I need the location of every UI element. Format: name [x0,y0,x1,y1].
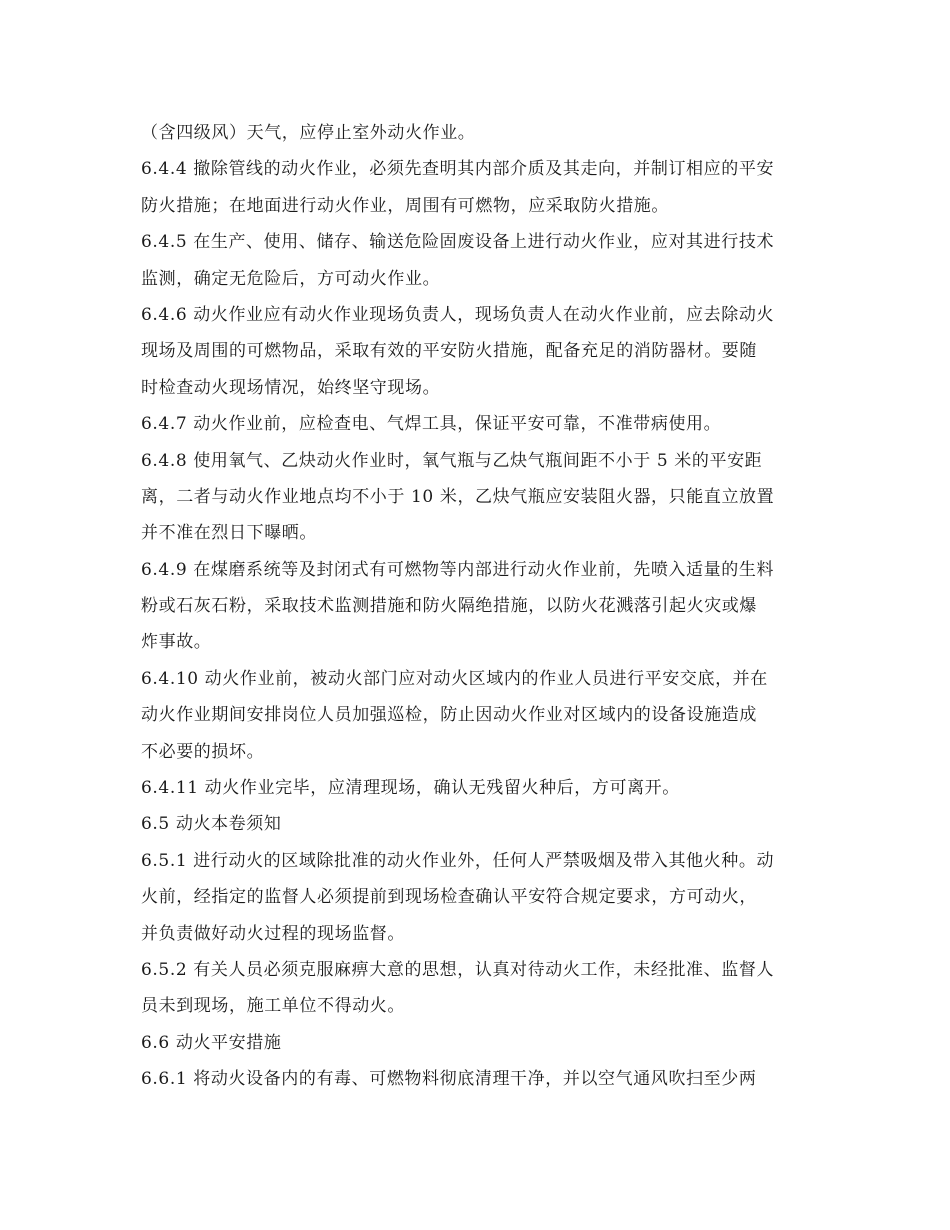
text-line: 离，二者与动火作业地点均不小于 10 米，乙炔气瓶应安装阻火器，只能直立放置 [141,486,775,507]
section-heading: 6.6 动火平安措施 [141,1032,282,1053]
text-line: 6.5.2 有关人员必须克服麻痹大意的思想，认真对待动火工作，未经批准、监督人 [141,959,775,980]
text-line: 6.4.8 使用氧气、乙炔动火作业时，氧气瓶与乙炔气瓶间距不小于 5 米的平安距 [141,450,763,471]
text-line: 6.5.1 进行动火的区域除批准的动火作业外，任何人严禁吸烟及带入其他火种。动 [141,850,775,871]
text-line: 不必要的损坏。 [141,741,265,762]
text-line: 6.6.1 将动火设备内的有毒、可燃物料彻底清理干净，并以空气通风吹扫至少两 [141,1069,757,1090]
text-line: 监测，确定无危险后，方可动火作业。 [141,268,441,289]
document-body [141,115,813,1098]
text-line: 6.4.11 动火作业完毕，应清理现场，确认无残留火种后，方可离开。 [141,778,680,799]
text-line: 6.4.5 在生产、使用、储存、输送危险固废设备上进行动火作业，应对其进行技术 [141,232,775,253]
text-line: 动火作业期间安排岗位人员加强巡检，防止因动火作业对区域内的设备设施造成 [141,705,757,726]
text-line: 防火措施；在地面进行动火作业，周围有可燃物，应采取防火措施。 [141,195,669,216]
text-line: 粉或石灰石粉，采取技术监测措施和防火隔绝措施，以防火花溅落引起火灾或爆 [141,596,757,617]
text-line: 6.4.4 撤除管线的动火作业，必须先查明其内部介质及其走向，并制订相应的平安 [141,159,775,180]
text-line: 6.4.7 动火作业前，应检查电、气焊工具，保证平安可靠，不准带病使用。 [141,414,722,435]
text-line: 员未到现场，施工单位不得动火。 [141,996,405,1017]
text-line: （含四级风）天气，应停止室外动火作业。 [141,123,476,143]
text-line: 时检查动火现场情况，始终坚守现场。 [141,377,441,398]
text-line: 并不准在烈日下曝晒。 [141,523,317,544]
text-line: 6.4.6 动火作业应有动火作业现场负责人，现场负责人在动火作业前，应去除动火 [141,304,775,325]
text-line: 火前，经指定的监督人必须提前到现场检查确认平安符合规定要求，方可动火， [141,887,757,908]
text-line: 6.4.10 动火作业前，被动火部门应对动火区域内的作业人员进行平安交底，并在 [141,668,768,689]
text-line: 6.4.9 在煤磨系统等及封闭式有可燃物等内部进行动火作业前，先喷入适量的生料 [141,559,775,580]
section-heading: 6.5 动火本卷须知 [141,814,282,835]
text-line: 炸事故。 [141,632,212,653]
text-line: 并负责做好动火过程的现场监督。 [141,923,405,944]
text-line: 现场及周围的可燃物品，采取有效的平安防火措施，配备充足的消防器材。要随 [141,341,757,362]
